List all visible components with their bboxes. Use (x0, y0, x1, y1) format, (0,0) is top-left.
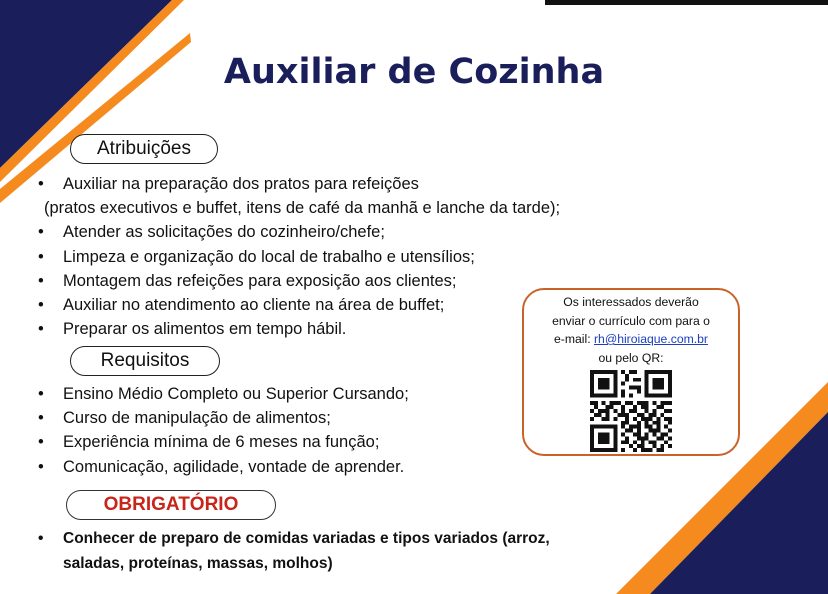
list-item: • Ensino Médio Completo ou Superior Cursando; (36, 382, 409, 406)
list-item: • Curso de manipulação de alimentos; (36, 406, 409, 430)
requisitos-heading-label: Requisitos (100, 350, 190, 371)
qr-label: ou pelo QR: (598, 350, 664, 365)
email-prefix: e-mail: (554, 332, 594, 346)
obrigatorio-list (36, 526, 550, 576)
atribuicoes-list (36, 172, 560, 341)
list-item: • Limpeza e organização do local de trabalho e utensílios; (36, 245, 560, 269)
requisitos-list (36, 382, 409, 479)
list-item: • Atender as solicitações do cozinheiro/chefe; (36, 220, 560, 244)
list-item: • Conhecer de preparo de comidas variadas e tipos variados (arroz, (36, 526, 550, 551)
contact-line-2: enviar o currículo com para o (552, 313, 710, 328)
list-item: saladas, proteínas, massas, molhos) (63, 555, 333, 572)
obrigatorio-heading-label: OBRIGATÓRIO (103, 494, 239, 515)
list-item: • Comunicação, agilidade, vontade de aprender. (36, 455, 409, 479)
list-item: (pratos executivos e buffet, itens de café da manhã e lanche da tarde); (44, 199, 561, 218)
page-title: Auxiliar de Cozinha (223, 52, 605, 92)
list-item: • Preparar os alimentos em tempo hábil. (36, 317, 560, 341)
atribuicoes-heading-label: Atribuições (97, 138, 191, 159)
qr-code-icon[interactable] (590, 370, 672, 452)
contact-email-line (524, 330, 738, 349)
email-link[interactable]: rh@hiroiaque.com.br (593, 332, 708, 346)
contact-box (522, 288, 740, 456)
requisitos-heading (70, 346, 220, 376)
list-item: • Auxiliar na preparação dos pratos para refeições (36, 172, 560, 196)
list-item: • Auxiliar no atendimento ao cliente na área de buffet; (36, 293, 560, 317)
contact-line-1: Os interessados deverão (563, 295, 699, 309)
obrigatorio-heading (66, 490, 276, 520)
atribuicoes-heading (70, 134, 218, 164)
top-right-black-bar (545, 0, 828, 5)
list-item: • Experiência mínima de 6 meses na função; (36, 430, 409, 454)
list-item: • Montagem das refeições para exposição aos clientes; (36, 269, 560, 293)
